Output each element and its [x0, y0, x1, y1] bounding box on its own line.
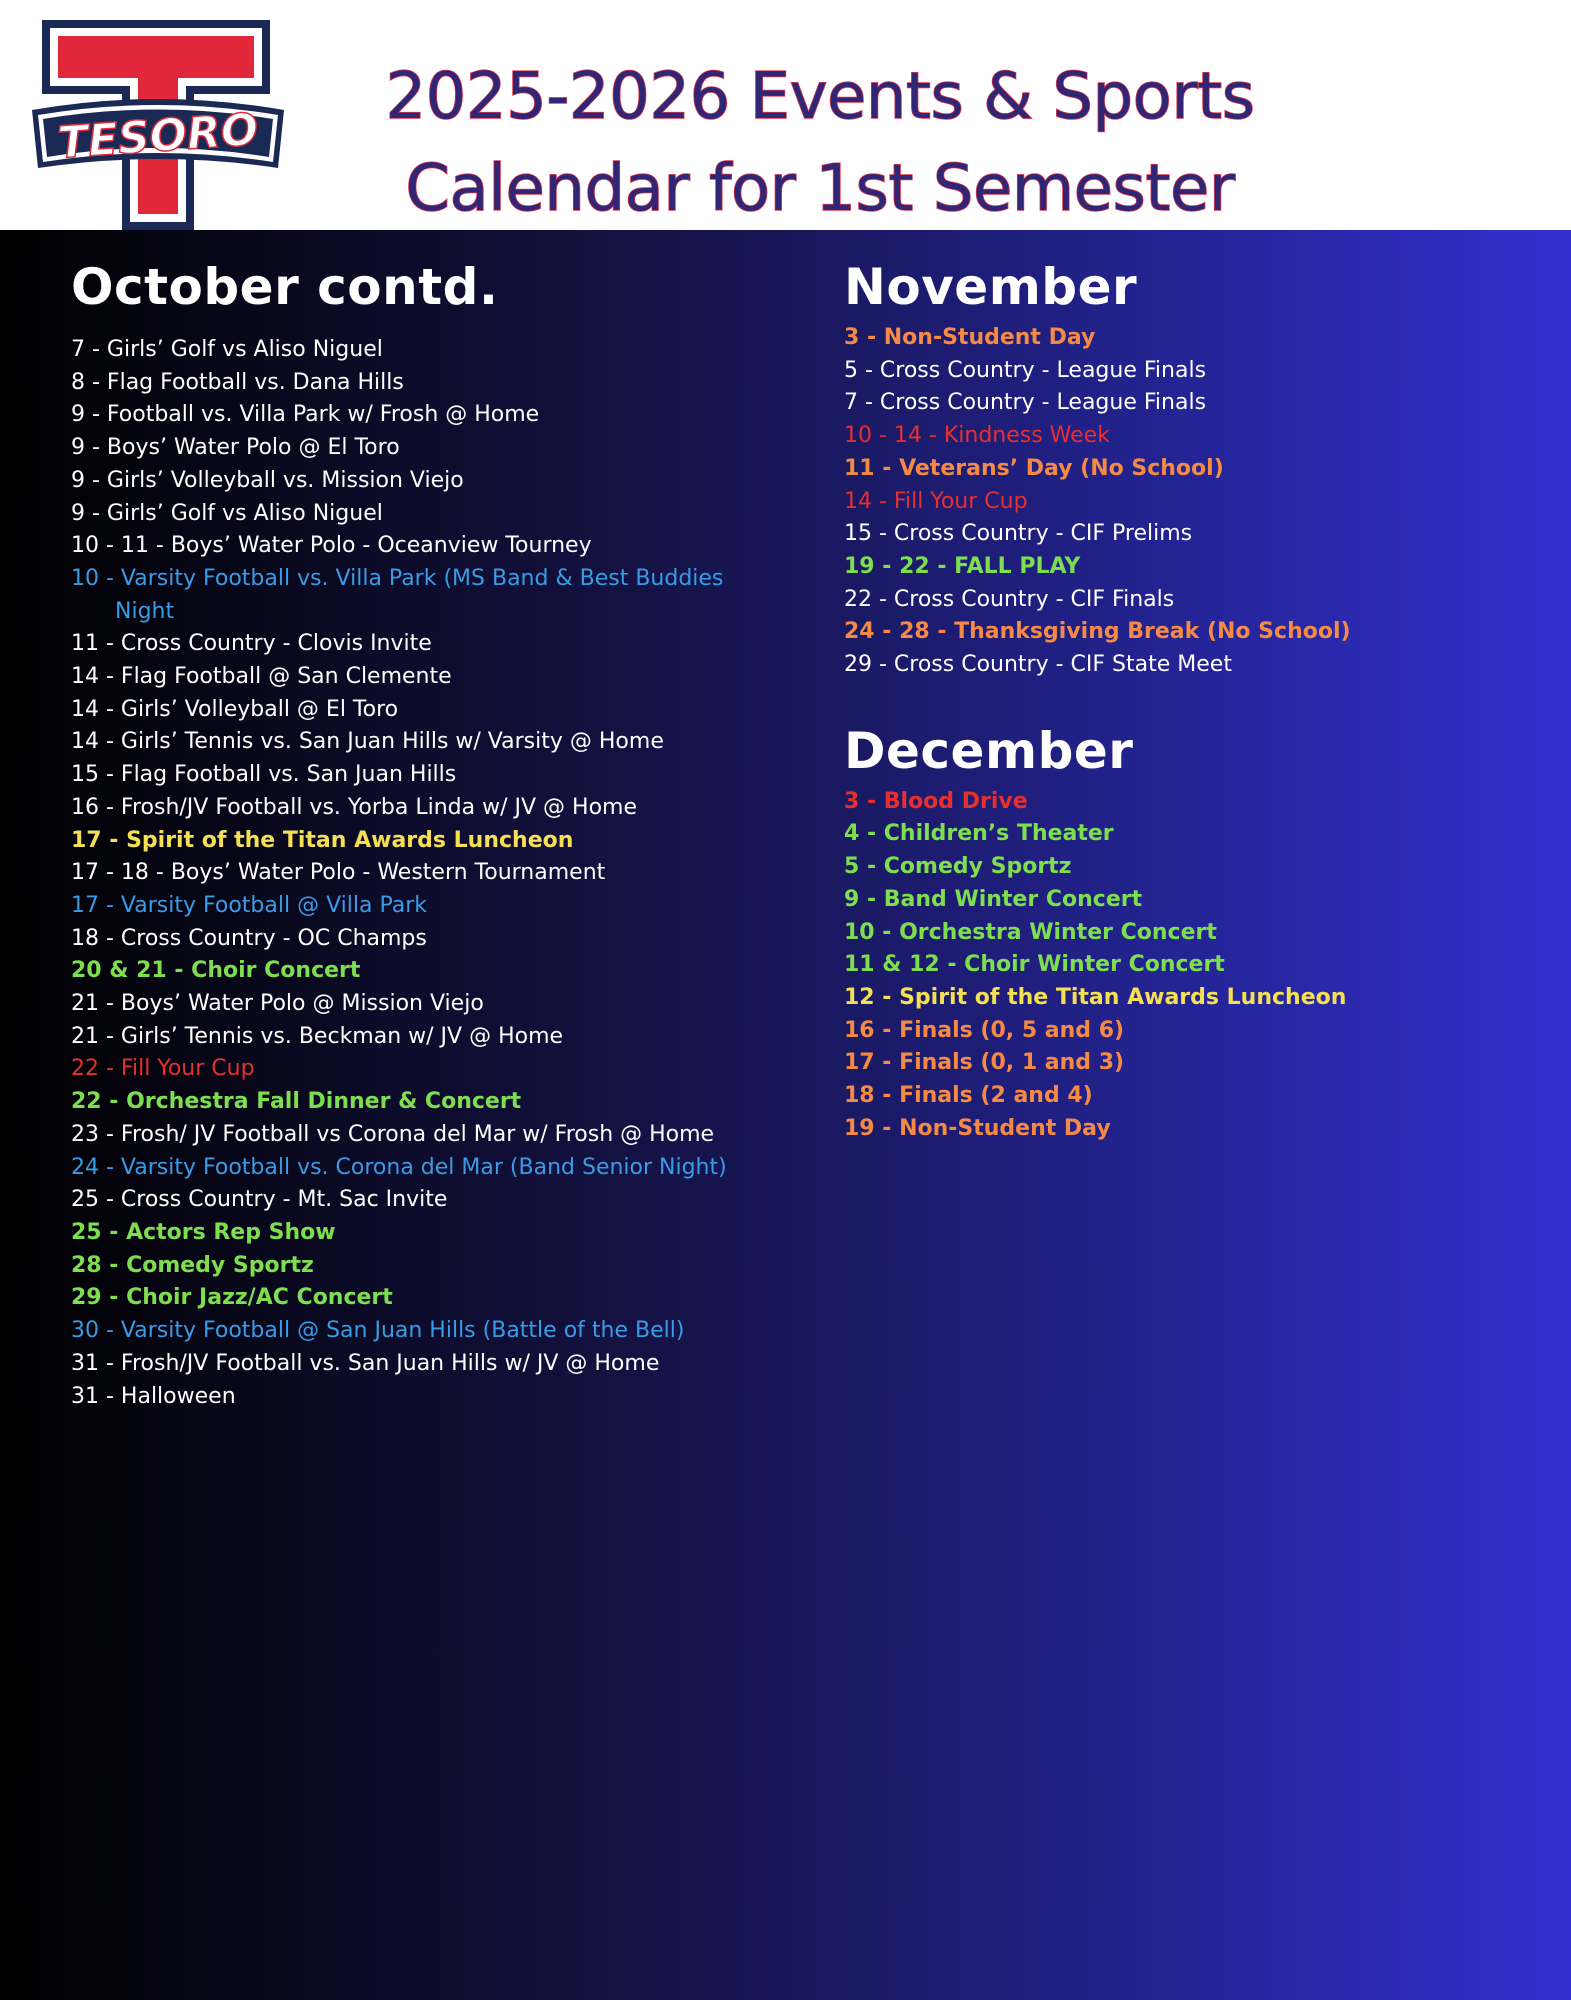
month-heading-october: October contd. [71, 258, 499, 316]
october-event-item: 7 - Girls’ Golf vs Aliso Niguel [71, 337, 383, 362]
title-line-2: Calendar for 1st Semester [405, 151, 1235, 226]
october-event-item: 9 - Girls’ Volleyball vs. Mission Viejo [71, 467, 464, 493]
december-event-item: 19 - Non-Student Day [844, 1115, 1111, 1141]
october-event-item: 31 - Frosh/JV Football vs. San Juan Hills w/ JV @ Home [71, 1350, 660, 1376]
november-december-column [844, 252, 1544, 1145]
november-event-list [844, 322, 1544, 682]
october-event-item: 8 - Flag Football vs. Dana Hills [71, 369, 404, 395]
october-event-item: 28 - Comedy Sportz [71, 1252, 314, 1278]
november-event-item: 19 - 22 - FALL PLAY [844, 553, 1081, 579]
october-event-item: 15 - Flag Football vs. San Juan Hills [71, 762, 457, 788]
october-event-item: 25 - Actors Rep Show [71, 1219, 336, 1245]
october-event-item: 10 - Varsity Football vs. Villa Park (MS Band & Best Buddies Night [71, 565, 724, 624]
october-event-item: 29 - Choir Jazz/AC Concert [71, 1285, 393, 1311]
november-event-item: 14 - Fill Your Cup [844, 488, 1028, 514]
october-event-item: 17 - Spirit of the Titan Awards Luncheon [71, 827, 574, 853]
october-event-item: 24 - Varsity Football vs. Corona del Mar (Band Senior Night) [71, 1154, 727, 1180]
october-event-item: 22 - Orchestra Fall Dinner & Concert [71, 1089, 522, 1115]
november-event-item: 22 - Cross Country - CIF Finals [844, 586, 1175, 612]
logo-text: TESORO [56, 104, 260, 169]
october-event-item: 22 - Fill Your Cup [71, 1056, 255, 1082]
october-event-item: 9 - Boys’ Water Polo @ El Toro [71, 435, 400, 461]
october-event-item: 21 - Girls’ Tennis vs. Beckman w/ JV @ Home [71, 1023, 564, 1049]
november-event-item: 10 - 14 - Kindness Week [844, 423, 1110, 449]
december-event-item: 11 & 12 - Choir Winter Concert [844, 952, 1225, 978]
october-event-item: 23 - Frosh/ JV Football vs Corona del Mar w/ Frosh @ Home [71, 1121, 715, 1147]
november-event-item: 29 - Cross Country - CIF State Meet [844, 652, 1232, 678]
page-header [0, 0, 1571, 230]
page-title [300, 51, 1340, 235]
month-heading-december: December [844, 721, 1134, 780]
october-event-item: 17 - 18 - Boys’ Water Polo - Western Tournament [71, 860, 606, 886]
october-event-item: 31 - Halloween [71, 1383, 236, 1409]
december-event-item: 5 - Comedy Sportz [844, 854, 1072, 880]
december-event-item: 10 - Orchestra Winter Concert [844, 919, 1217, 945]
october-column [71, 252, 791, 1413]
october-event-item: 10 - 11 - Boys’ Water Polo - Oceanview Tourney [71, 533, 592, 559]
october-event-item: 20 & 21 - Choir Concert [71, 958, 361, 984]
october-event-item: 14 - Girls’ Tennis vs. San Juan Hills w/ Varsity @ Home [71, 729, 664, 755]
tesoro-logo [30, 18, 286, 230]
december-event-item: 12 - Spirit of the Titan Awards Luncheon [844, 984, 1347, 1010]
december-event-list [844, 786, 1544, 1146]
november-event-item: 3 - Non-Student Day [844, 325, 1096, 350]
october-event-item: 30 - Varsity Football @ San Juan Hills (Battle of the Bell) [71, 1318, 685, 1344]
october-event-item: 18 - Cross Country - OC Champs [71, 925, 427, 951]
title-line-1: 2025-2026 Events & Sports [385, 59, 1255, 134]
october-event-item: 14 - Girls’ Volleyball @ El Toro [71, 696, 399, 722]
december-event-item: 18 - Finals (2 and 4) [844, 1083, 1093, 1109]
october-event-item: 9 - Football vs. Villa Park w/ Frosh @ Home [71, 402, 540, 428]
october-event-item: 16 - Frosh/JV Football vs. Yorba Linda w/ JV @ Home [71, 794, 637, 820]
november-event-item: 7 - Cross Country - League Finals [844, 390, 1207, 416]
month-heading-november: November [844, 258, 1138, 316]
october-event-item: 21 - Boys’ Water Polo @ Mission Viejo [71, 991, 484, 1017]
november-event-item: 5 - Cross Country - League Finals [844, 357, 1207, 383]
november-event-item: 24 - 28 - Thanksgiving Break (No School) [844, 619, 1351, 645]
october-event-item: 17 - Varsity Football @ Villa Park [71, 892, 427, 918]
december-event-item: 3 - Blood Drive [844, 788, 1028, 814]
october-event-item: 25 - Cross Country - Mt. Sac Invite [71, 1187, 448, 1213]
october-event-list [71, 334, 791, 1413]
calendar-body [0, 230, 1571, 2000]
november-event-item: 15 - Cross Country - CIF Prelims [844, 521, 1193, 547]
october-event-item: 11 - Cross Country - Clovis Invite [71, 631, 432, 657]
december-event-item: 9 - Band Winter Concert [844, 886, 1143, 912]
december-event-item: 16 - Finals (0, 5 and 6) [844, 1017, 1125, 1043]
october-event-item: 14 - Flag Football @ San Clemente [71, 664, 452, 690]
december-event-item: 17 - Finals (0, 1 and 3) [844, 1050, 1125, 1076]
october-event-item: 9 - Girls’ Golf vs Aliso Niguel [71, 500, 383, 526]
november-event-item: 11 - Veterans’ Day (No School) [844, 455, 1224, 481]
december-event-item: 4 - Children’s Theater [844, 821, 1114, 847]
